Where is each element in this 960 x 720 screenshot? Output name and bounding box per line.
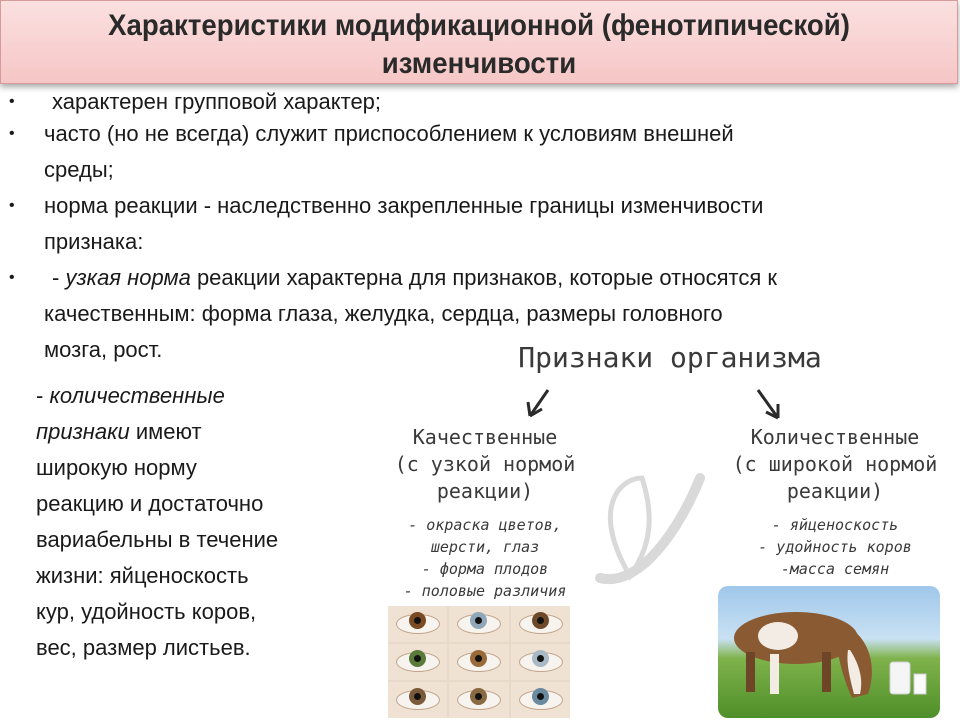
quantitative-item: - удойность коров: [758, 538, 912, 556]
qualitative-title-line: Качественные: [412, 425, 558, 449]
eye-icon: [388, 682, 447, 718]
milk-glass-icon: [914, 674, 926, 694]
side-line: жизни: яйценоскость: [36, 563, 249, 588]
side-prefix: -: [36, 383, 50, 408]
qualitative-traits-title: [380, 424, 590, 505]
quantitative-title-line: Количественные: [750, 425, 920, 449]
bullet-text: характерен групповой характер;: [52, 89, 382, 114]
eyes-photo: [388, 606, 570, 718]
bullet-dot-icon: •: [9, 269, 15, 286]
quantitative-traits-list: [710, 514, 960, 580]
eye-icon: [511, 644, 570, 680]
bullet-line: качественным: форма глаза, желудка, сердца, размеры головного: [44, 301, 723, 326]
diagram-heading: Признаки организма: [518, 341, 822, 374]
bullet-text: [44, 116, 944, 188]
side-line: кур, удойность коров,: [36, 599, 257, 624]
qualitative-title-line: реакции): [436, 479, 534, 503]
slide-title: [39, 7, 919, 83]
title-banner: [0, 0, 958, 84]
bullet-line: норма реакции - наследственно закрепленные границы изменчивости: [44, 193, 764, 218]
qualitative-traits-list: [380, 514, 590, 602]
quantitative-item: -масса семян: [780, 560, 890, 578]
quantitative-item: - яйценоскость: [771, 516, 899, 534]
cow-leg-icon: [770, 654, 779, 694]
qualitative-item: шерсти, глаз: [430, 538, 540, 556]
quantitative-title-line: реакции): [786, 479, 884, 503]
qualitative-item: - половые различия: [403, 582, 567, 600]
bullet-dot-icon: •: [9, 197, 15, 214]
bullet-line: среды;: [44, 157, 114, 182]
bullet-dot-icon: •: [9, 125, 15, 142]
cow-photo: [718, 586, 940, 718]
eye-icon: [449, 644, 508, 680]
bullet-line: часто (но не всегда) служит приспособлением к условиям внешней: [44, 121, 734, 146]
eye-icon: [449, 606, 508, 642]
qualitative-item: - окраска цветов,: [408, 516, 562, 534]
side-line: вес, размер листьев.: [36, 635, 251, 660]
milk-jug-icon: [890, 662, 910, 694]
title-line-1: Характеристики модификационной (фенотипической): [108, 9, 850, 42]
bullet-emphasis: узкая норма: [65, 265, 191, 290]
eye-icon: [511, 682, 570, 718]
cow-leg-icon: [822, 652, 831, 692]
quantitative-traits-title: [710, 424, 960, 505]
quantitative-title-line: (с широкой нормой: [732, 452, 938, 476]
side-emphasis: количественные: [49, 383, 225, 408]
eye-icon: [388, 606, 447, 642]
cow-illustration: [718, 586, 940, 718]
side-line: широкую норму: [36, 455, 197, 480]
bullet-line: мозга, рост.: [44, 337, 163, 362]
title-line-2: изменчивости: [381, 47, 577, 80]
bullet-line: признака:: [44, 229, 144, 254]
cow-leg-icon: [746, 652, 755, 692]
side-line: имеют: [129, 419, 202, 444]
side-emphasis: признаки: [36, 419, 130, 444]
quantitative-traits-text: [36, 378, 336, 666]
bullet-prefix: -: [52, 265, 66, 290]
bullet-line: реакции характерна для признаков, которые относятся к: [190, 265, 778, 290]
traits-diagram: [380, 338, 960, 720]
side-line: вариабельны в течение: [36, 527, 279, 552]
qualitative-item: - форма плодов: [421, 560, 549, 578]
qualitative-title-line: (с узкой нормой: [394, 452, 576, 476]
eye-icon: [388, 644, 447, 680]
bullet-dot-icon: •: [9, 93, 15, 110]
bullet-text: [44, 188, 944, 260]
eye-icon: [511, 606, 570, 642]
eye-icon: [449, 682, 508, 718]
cow-patch-icon: [758, 622, 798, 650]
side-line: реакцию и достаточно: [36, 491, 264, 516]
